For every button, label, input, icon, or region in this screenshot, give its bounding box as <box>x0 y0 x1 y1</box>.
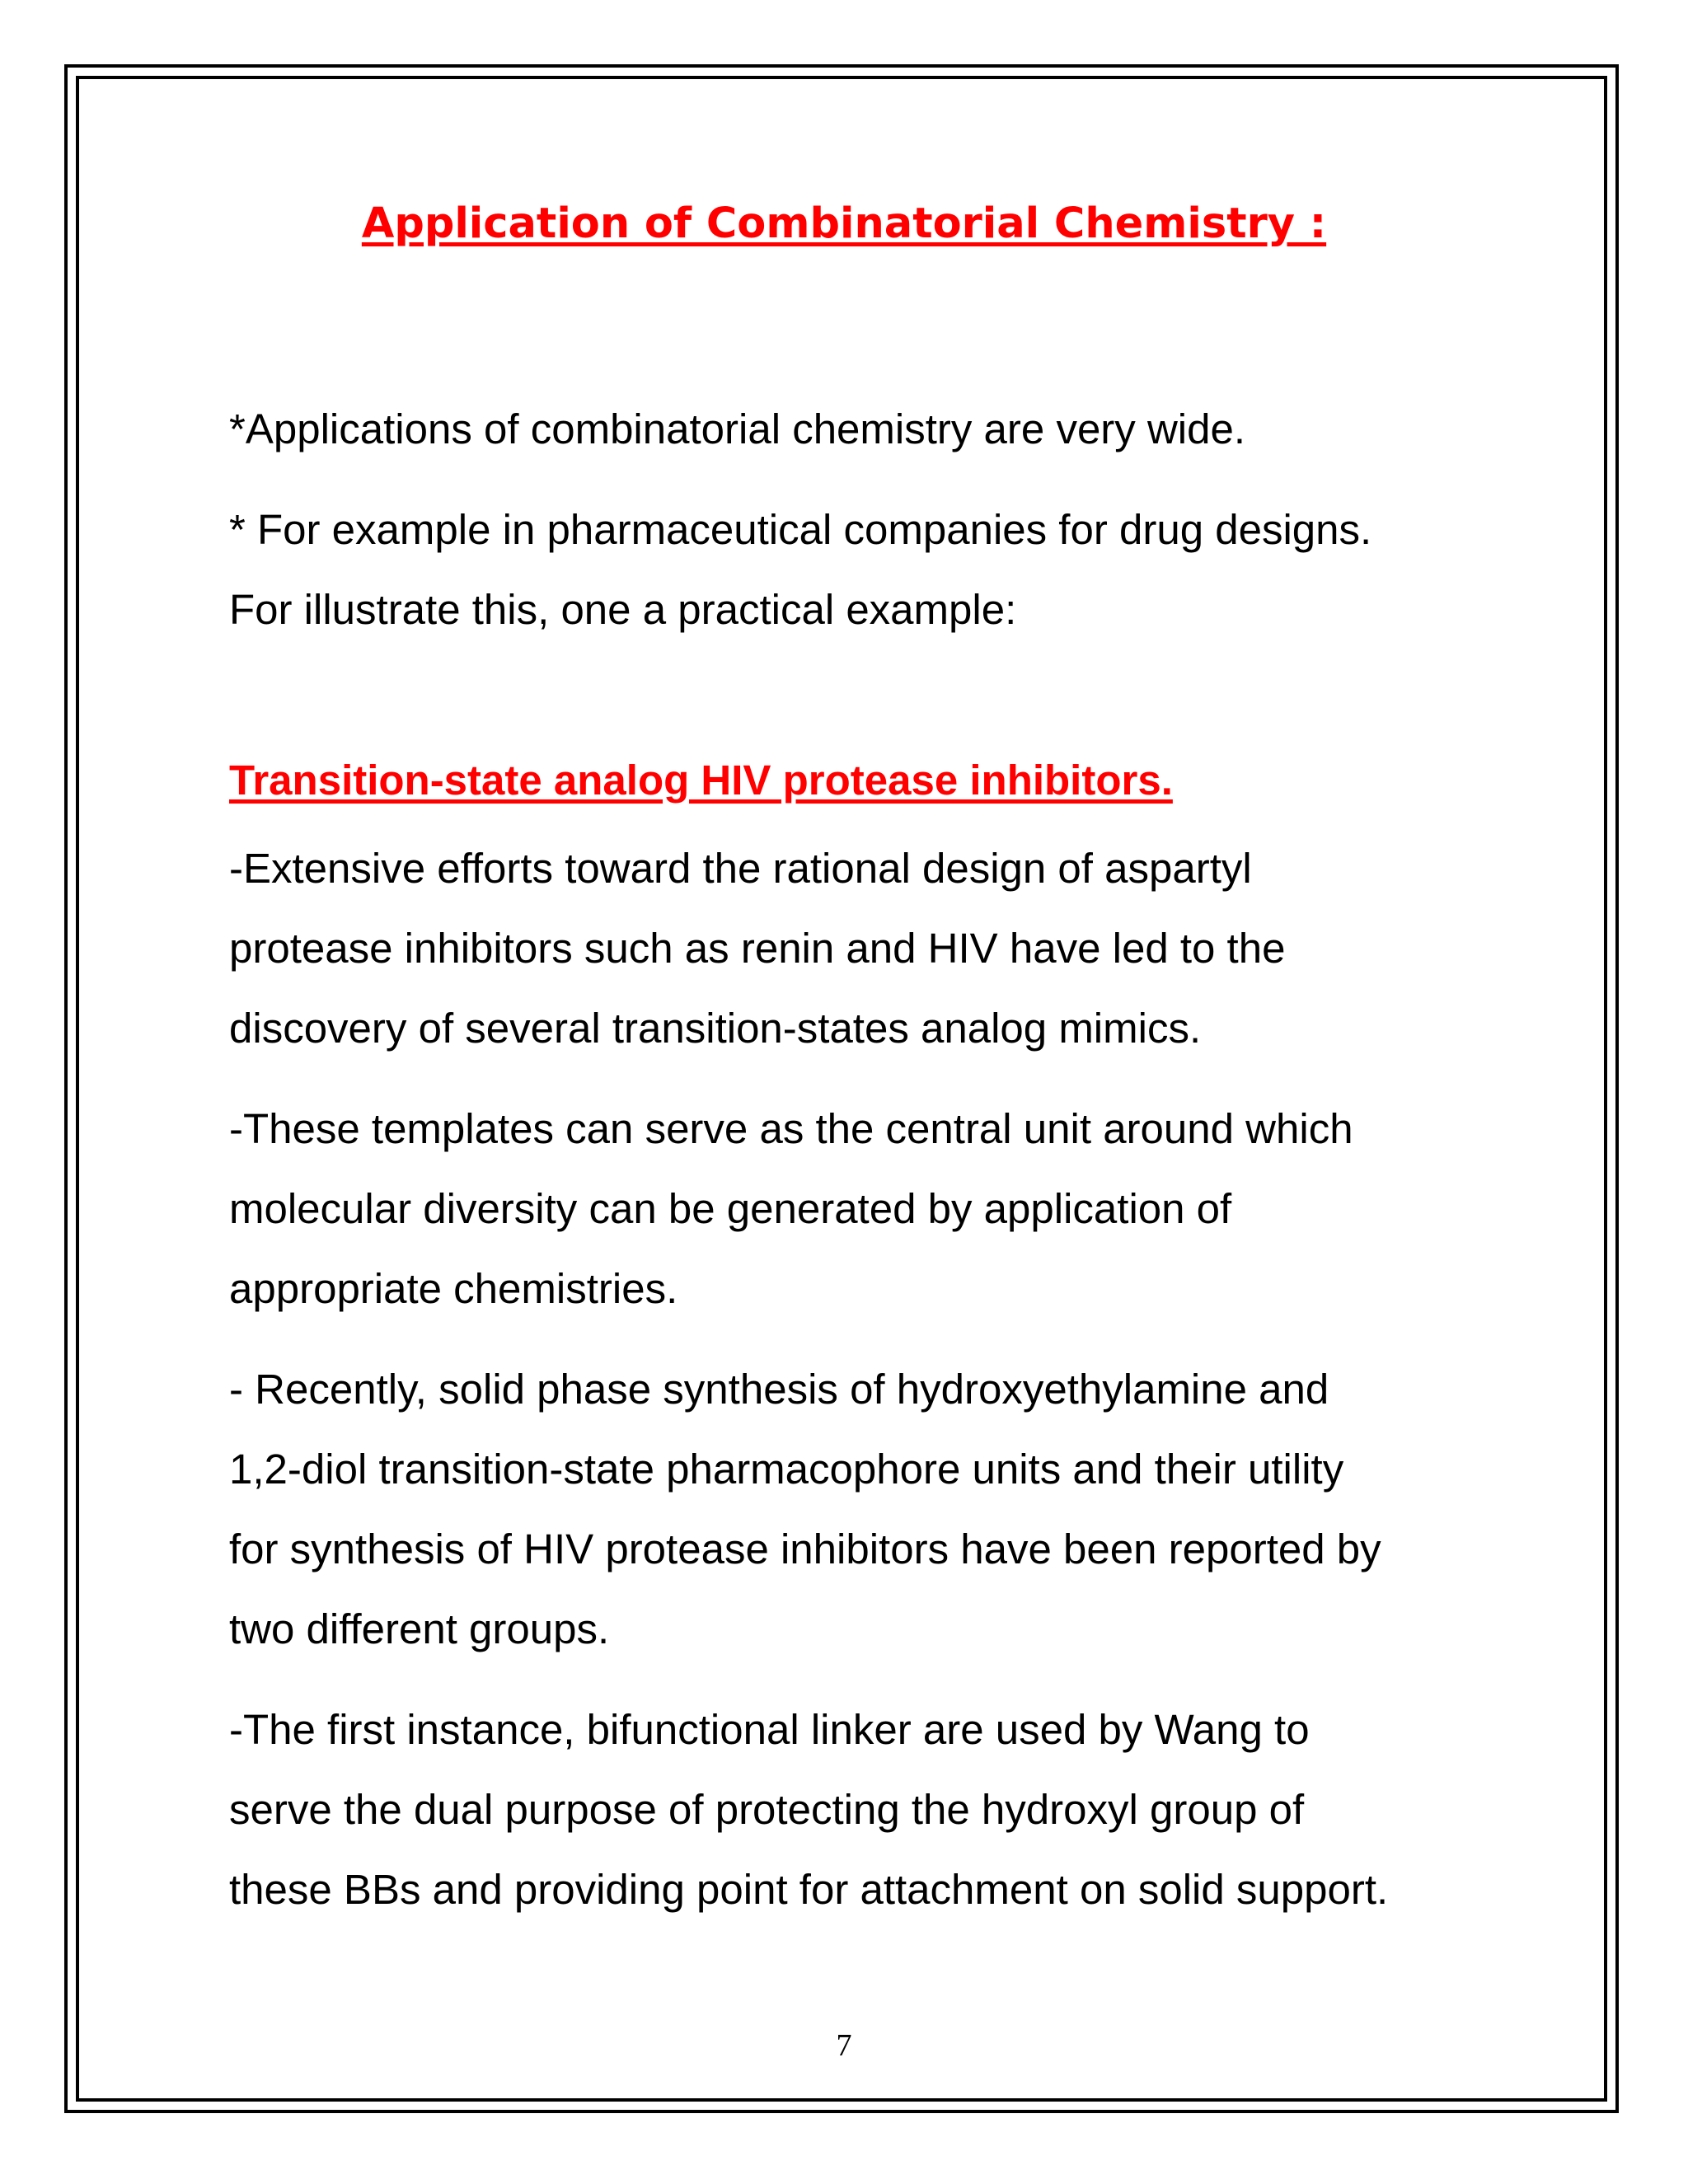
paragraph-line: these BBs and providing point for attachment on solid support. <box>229 1866 1389 1913</box>
paragraph-line: serve the dual purpose of protecting the hydroxyl group of <box>229 1786 1305 1833</box>
paragraph-line: -The first instance, bifunctional linker are used by Wang to <box>229 1706 1310 1753</box>
paragraph-1 <box>229 828 1515 1068</box>
paragraph-line: - Recently, solid phase synthesis of hydroxyethylamine and <box>229 1366 1329 1413</box>
intro-line-2-text: * For example in pharmaceutical companies for drug designs. <box>229 506 1372 553</box>
paragraph-3 <box>229 1349 1515 1669</box>
intro-line-1: *Applications of combinatorial chemistry are very wide. <box>229 405 1246 452</box>
page-number: 7 <box>836 2028 852 2063</box>
intro-line-3-text: For illustrate this, one a practical example: <box>229 586 1017 633</box>
paragraph-line: -These templates can serve as the central unit around which <box>229 1105 1353 1152</box>
paragraph-line: two different groups. <box>229 1605 610 1652</box>
paragraph-line: for synthesis of HIV protease inhibitors have been reported by <box>229 1526 1381 1572</box>
paragraph-4 <box>229 1690 1515 1929</box>
paragraph-line: protease inhibitors such as renin and HIV have led to the <box>229 925 1286 972</box>
paragraph-line: 1,2-diol transition-state pharmacophore units and their utility <box>229 1446 1344 1493</box>
document-body <box>229 389 1515 1950</box>
page-title: Application of Combinatorial Chemistry : <box>361 199 1327 248</box>
paragraph-2 <box>229 1089 1515 1329</box>
paragraph-line: molecular diversity can be generated by application of <box>229 1185 1232 1232</box>
paragraph-line: discovery of several transition-states analog mimics. <box>229 1005 1202 1052</box>
paragraph-line: appropriate chemistries. <box>229 1265 678 1312</box>
section-heading: Transition-state analog HIV protease inhibitors. <box>229 757 1173 804</box>
intro-line-2 <box>229 490 1515 649</box>
paragraph-line: -Extensive efforts toward the rational design of aspartyl <box>229 845 1252 892</box>
